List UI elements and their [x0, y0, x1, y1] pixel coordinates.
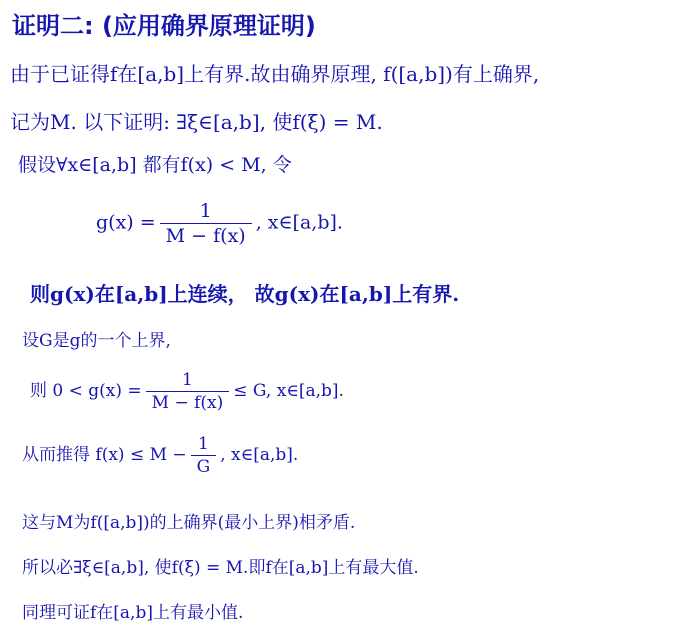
formula-result-tail: , x∈[a,b]. [220, 445, 299, 465]
text-line-9: 这与M为f([a,b])的上确界(最小上界)相矛盾. [22, 513, 356, 533]
text-line-3: 假设∀x∈[a,b] 都有f(x) < M, 令 [18, 154, 292, 176]
text-line-5: 则g(x)在[a,b]上连续， 故g(x)在[a,b]上有界. [30, 282, 460, 306]
text-line-2: 记为M. 以下证明: ∃ξ∈[a,b], 使f(ξ) = M. [10, 110, 383, 134]
formula-bound [30, 370, 344, 413]
text-line-6: 设G是g的一个上界, [22, 331, 171, 351]
formula-bound-numerator: 1 [182, 370, 193, 390]
formula-bound-prefix: 则 0 < g(x) = [30, 381, 142, 401]
proof-heading: 证明二: (应用确界原理证明) [12, 12, 316, 40]
formula-result-denominator: G [191, 455, 217, 477]
formula-result-numerator: 1 [198, 434, 209, 454]
formula-bound-denominator: M − f(x) [146, 391, 230, 413]
text-line-10: 所以必∃ξ∈[a,b], 使f(ξ) = M.即f在[a,b]上有最大值. [22, 558, 419, 578]
text-line-1: 由于已证得f在[a,b]上有界.故由确界原理, f([a,b])有上确界, [10, 62, 540, 86]
formula-result [22, 434, 298, 477]
formula-g-tail: , x∈[a,b]. [255, 211, 343, 234]
text-line-11: 同理可证f在[a,b]上有最小值. [22, 603, 244, 623]
formula-g-denominator: M − f(x) [160, 223, 252, 247]
formula-g-numerator: 1 [199, 200, 212, 222]
formula-g-fraction [160, 200, 252, 247]
formula-result-fraction [191, 434, 217, 477]
formula-g-definition [96, 200, 343, 247]
formula-g-lhs: g(x) = [96, 211, 156, 234]
formula-bound-tail: ≤ G, x∈[a,b]. [233, 381, 344, 401]
formula-result-prefix: 从而推得 f(x) ≤ M − [22, 445, 187, 465]
formula-bound-fraction [146, 370, 230, 413]
